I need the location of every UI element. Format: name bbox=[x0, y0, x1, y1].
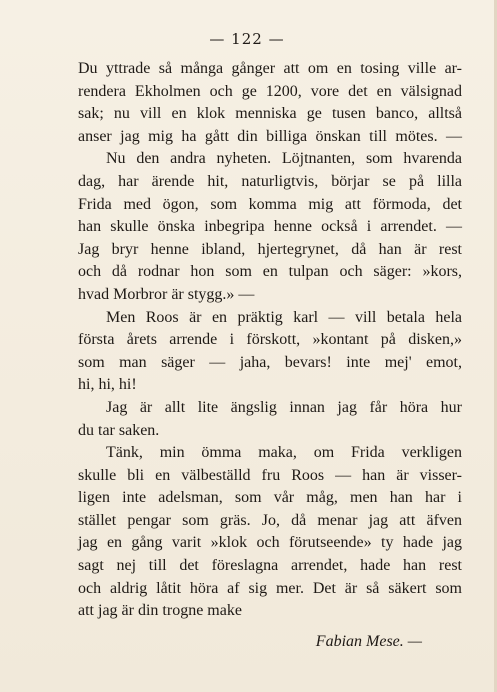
text-line: som man säger — jaha, bevars! inte mej' emot, bbox=[78, 353, 462, 371]
text-line: Jag bryr henne ibland, hjertegrynet, då han är rest bbox=[78, 240, 462, 258]
text-line: rendera Ekholmen och ge 1200, vore det en välsignad bbox=[78, 82, 462, 100]
text-line: han skulle önska inbegripa henne också i arrendet. — bbox=[78, 218, 462, 236]
text-line: anser jag mig ha gått din billiga önskan till mötes. — bbox=[78, 127, 462, 145]
text-line: jag en gång varit »klok och förutseende» ty hade jag bbox=[78, 534, 462, 552]
text-line: hvad Morbror är stygg.» — bbox=[78, 285, 255, 303]
text-line: sak; nu vill en klok menniska ge tusen banco, alltså bbox=[78, 105, 462, 123]
text-line: hi, hi, hi! bbox=[78, 376, 137, 394]
page-number: — 122 — bbox=[209, 30, 285, 48]
text-line: stället pengar som gräs. Jo, då menar jag att äfven bbox=[78, 511, 462, 529]
text-line: sagt nej till det föreslagna arrendet, hade han rest bbox=[78, 557, 462, 575]
text-line: att jag är din trogne make bbox=[78, 602, 242, 620]
text-line: du tar saken. bbox=[78, 421, 160, 439]
text-line: ligen inte adelsman, som vår måg, men han har i bbox=[78, 489, 462, 507]
text-line: och aldrig låtit höra af sig mer. Det är så säkert som bbox=[78, 579, 462, 597]
text-line: dag, har ärende hit, naturligtvis, börjar se på lilla bbox=[78, 172, 462, 190]
text-line: Du yttrade så många gånger att om en tosing ville ar- bbox=[78, 60, 462, 77]
text-line: Tänk, min ömma maka, om Frida verkligen bbox=[106, 444, 462, 462]
text-line: Nu den andra nyheten. Löjtnanten, som hvarenda bbox=[106, 150, 462, 168]
text-line: Men Roos är en präktig karl — vill betala hela bbox=[106, 308, 462, 326]
body-text bbox=[78, 58, 462, 653]
text-line: Frida med ögon, som komma mig att förmoda, det bbox=[78, 195, 462, 213]
text-line: första årets arrende i förskott, »kontant på disken,» bbox=[78, 331, 462, 349]
signature: Fabian Mese. — bbox=[315, 632, 422, 650]
text-line: skulle bli en välbeställd fru Roos — han är visser- bbox=[78, 466, 462, 484]
text-line: Jag är allt lite ängslig innan jag får höra hur bbox=[106, 398, 462, 416]
text-line: och då rodnar hon som en tulpan och säger: »kors, bbox=[78, 263, 462, 281]
